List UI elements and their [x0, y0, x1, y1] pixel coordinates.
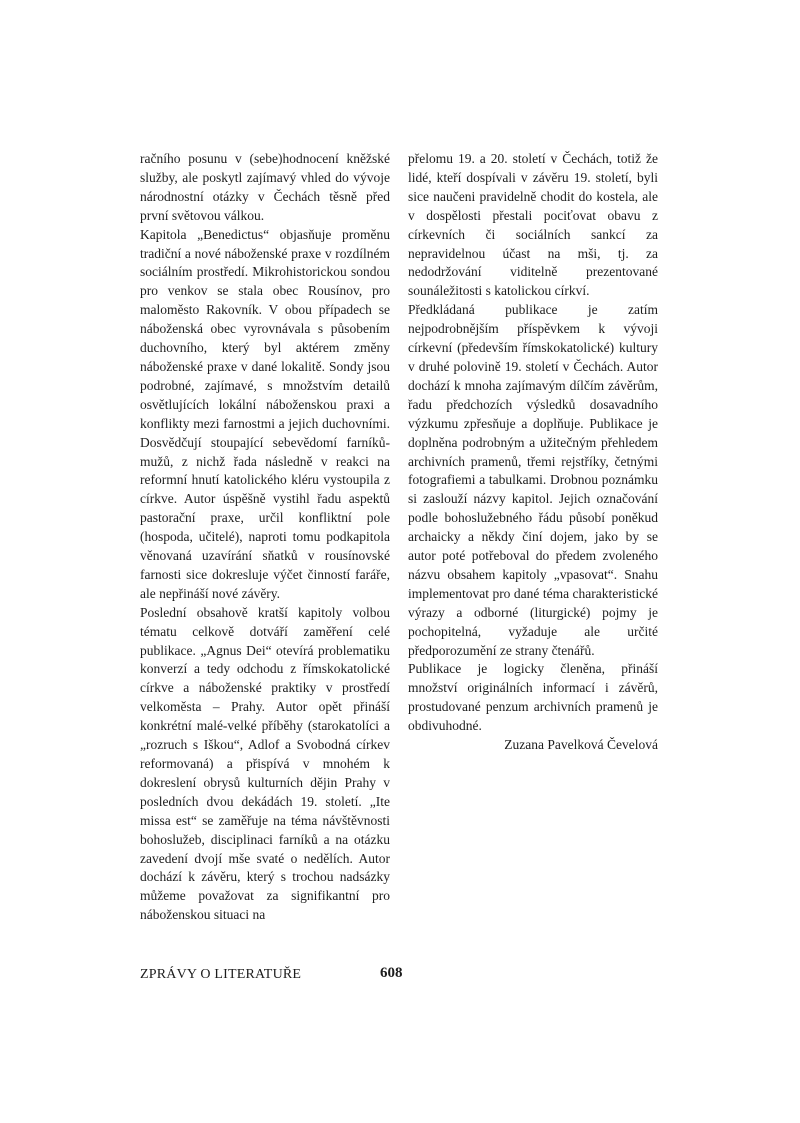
text-column-right — [408, 150, 658, 755]
text-column-left — [140, 150, 390, 925]
page-number: 608 — [380, 965, 403, 981]
paragraph: Předkládaná publikace je zatím nejpodrobnějším příspěvkem k vývoji církevní (především římskokatolické) kultury v druhé polovině 19. století v Čechách. Autor dochází k mnoha zajímavým dílčím závěrům, řadu předchozích výsledků dosavadního výzkumu zpřesňuje a doplňuje. Publikace je doplněna podrobným a užitečným přehledem archivních pramenů, třemi rejstříky, četnými fotografiemi a tabulkami. Drobnou poznámku si zaslouží názvy kapitol. Jejich označování podle bohoslužebného řádu působí poněkud archaicky a někdy činí dojem, jako by se autor poté potřeboval do předem zvoleného názvu obsahem kapitoly „vpasovat“. Snahu implementovat pro dané téma charakteristické výrazy a odborné (liturgické) pojmy je pochopitelná, vyžaduje ale určité předporozumění ze strany čtenářů. — [408, 302, 658, 658]
paragraph: račního posunu v (sebe)hodnocení kněžské služby, ale poskytl zajímavý vhled do vývoje národnostní otázky v Čechách těsně před první světovou válkou. — [140, 151, 390, 223]
paragraph: Poslední obsahově kratší kapitoly volbou tématu celkově dotváří zaměření celé publikace. „Agnus Dei“ otevírá problematiku konverzí a tedy odchodu z římskokatolické církve a náboženské praktiky v prostředí velkoměsta – Prahy. Autor opět přináší konkrétní malé-velké příběhy (starokatolíci a „rozruch s Iškou“, Adlof a Svobodná církev reformovaná) a přispívá v mnohém k dokreslení obrysů kulturních dějin Prahy v posledních dvou dekádách 19. století. „Ite missa est“ se zaměřuje na téma návštěvnosti bohoslužeb, disciplinaci farníků a na otázku zavedení dvojí mše svaté o nedělích. Autor dochází k závěru, který s trochou nadsázky můžeme považovat za signifikantní pro náboženskou situaci na — [140, 604, 390, 923]
paragraph: Kapitola „Benedictus“ objasňuje proměnu tradiční a nové náboženské praxe v rozdílném sociálním prostředí. Mikrohistorickou sondou pro venkov se stala obec Rousínov, pro maloměsto Rakovník. V obou případech se náboženská obec vyrovnávala s působením duchovního, který byl aktérem změny náboženské praxe v dané lokalitě. Sondy jsou podrobné, zajímavé, s množstvím detailů osvětlujících lokální náboženskou praxi a konflikty mezi farnostmi a jejich duchovními. Dosvědčují stoupající sebevědomí farníků-mužů, z nichž řada následně v reakci na reformní hnutí katolického kléru vystoupila z církve. Autor úspěšně vystihl řadu aspektů pastorační praxe, určil konfliktní pole (hospoda, učitelé), naproti tomu podkapitola věnovaná uzavírání sňatků v rousínovské farnosti sice dokresluje výčet činností faráře, ale nepřináší nové závěry. — [140, 226, 390, 601]
paragraph: přelomu 19. a 20. století v Čechách, totiž že lidé, kteří dospívali v závěru 19. století, byli sice naučeni pravidelně chodit do kostela, ale v dospělosti přestali pociťovat obavu z církevních či sociálních sankcí za nepravidelnou účast na mši, tj. za nedodržování viditelně prezentované sounáležitosti s katolickou církví. — [408, 151, 658, 299]
running-footer-title: ZPRÁVY O LITERATUŘE — [140, 967, 302, 982]
paragraph: Publikace je logicky členěna, přináší množství originálních informací i závěrů, prostudované penzum archivních pramenů je obdivuhodné. — [408, 661, 658, 734]
author-signature: Zuzana Pavelková Čevelová — [504, 737, 658, 753]
